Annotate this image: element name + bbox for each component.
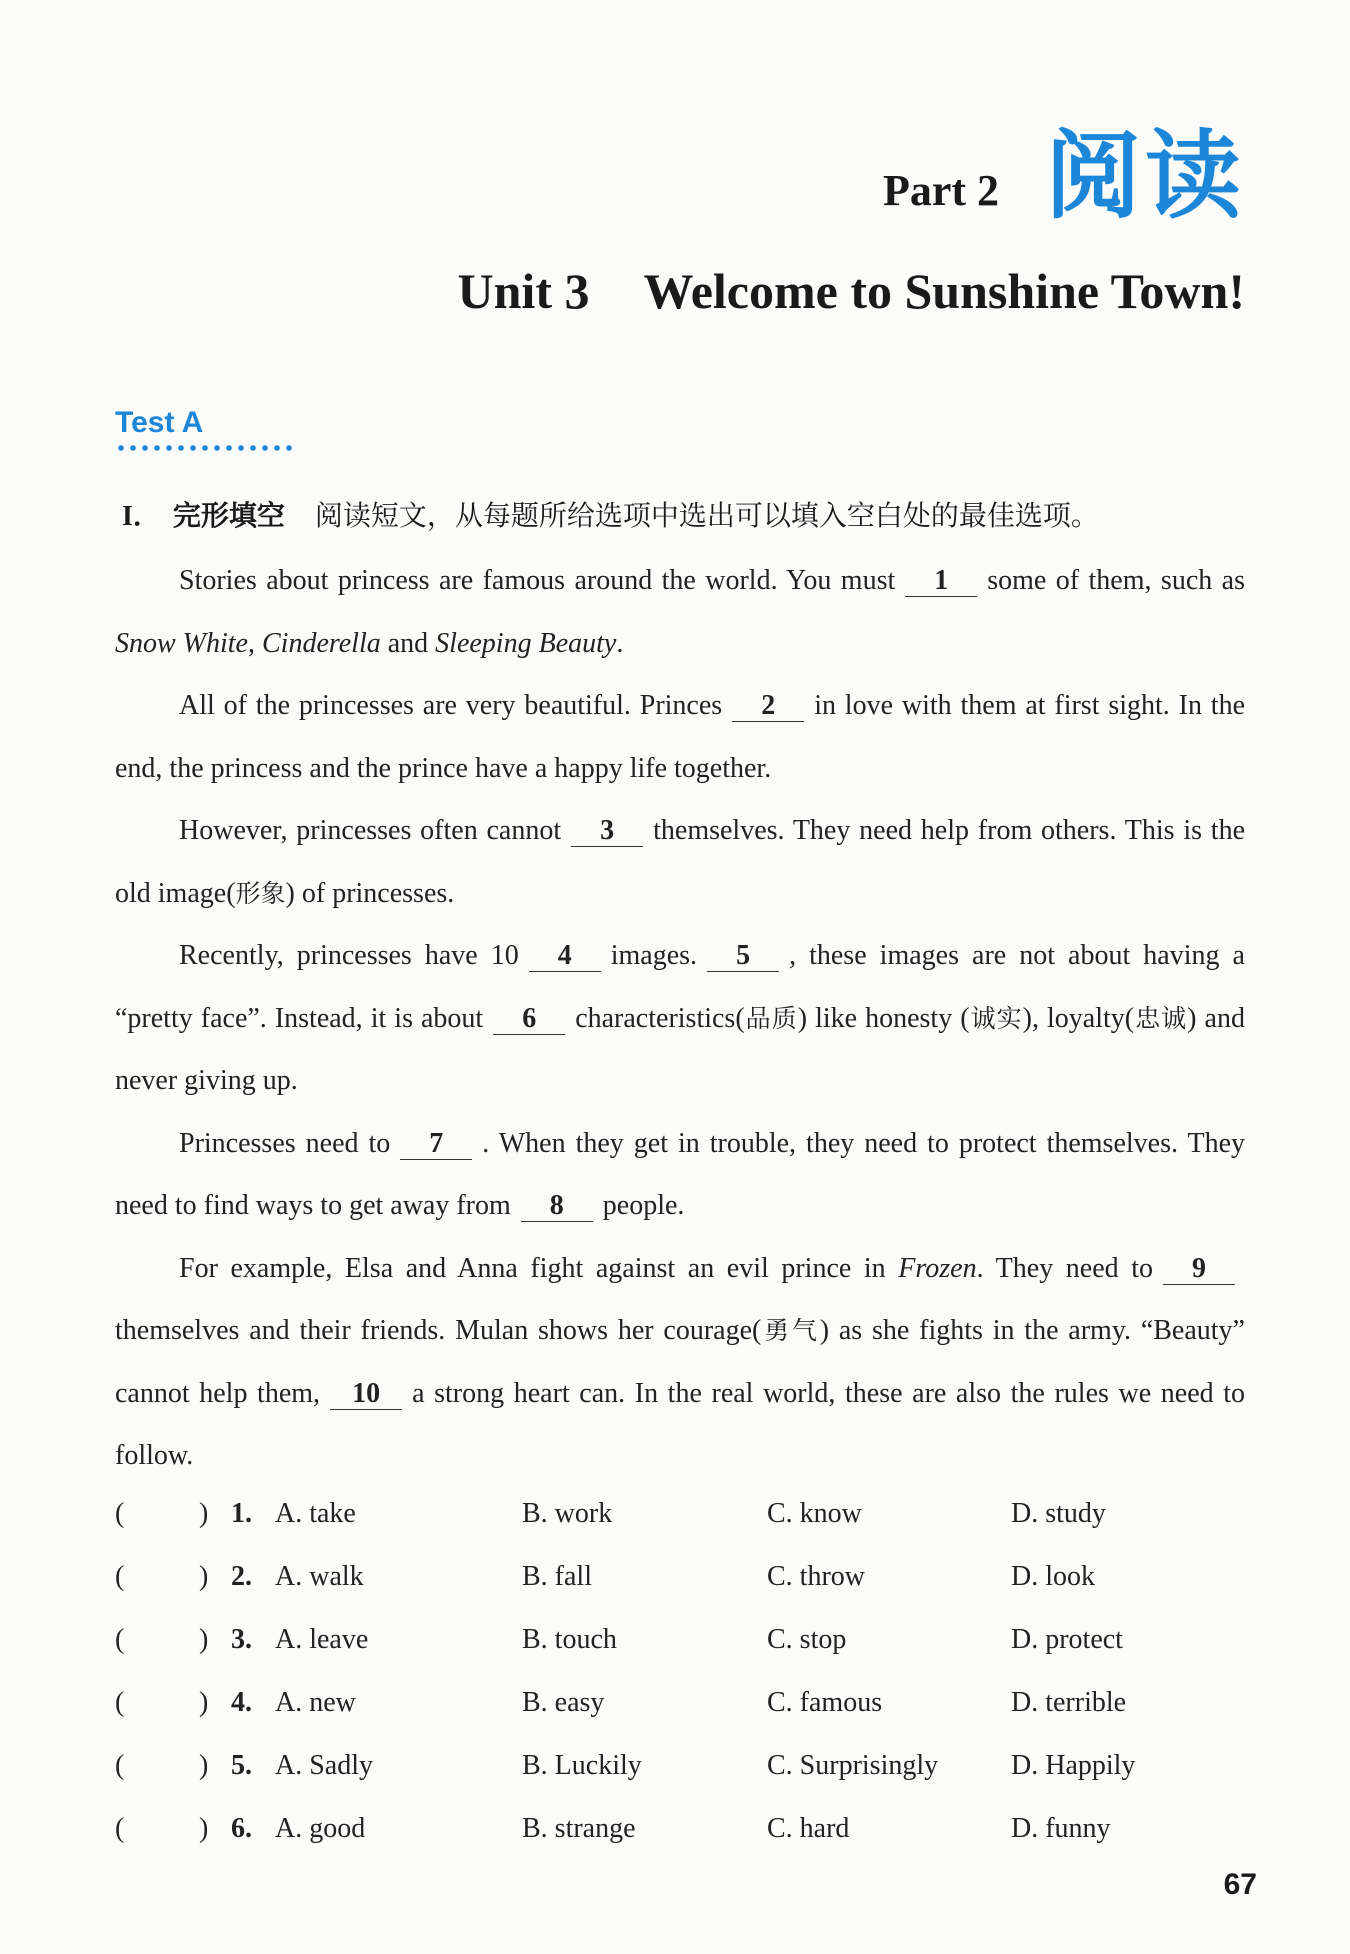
section-heading [122,494,1099,534]
chinese-gloss: 形象 [235,878,286,908]
option-a: A. leave [275,1623,369,1655]
chinese-gloss: 勇气 [761,1316,820,1345]
test-label: Test A [115,406,204,439]
option-c: C. throw [767,1560,865,1592]
text: Princesses need to [179,1127,391,1159]
blank-1: 1 [905,566,977,597]
answer-paren-open: ( [115,1749,125,1781]
section-number: I． [122,501,161,532]
question-row [115,1671,1245,1734]
option-c: C. stop [767,1623,847,1655]
text: Stories about princess are famous around the world. You must [179,565,896,596]
question-number: 6. [231,1812,252,1844]
question-number: 1. [231,1497,252,1529]
text: people. [602,1190,685,1221]
title-sleeping-beauty: Sleeping Beauty [435,627,617,659]
option-b: B. touch [522,1623,617,1655]
text: and [387,627,429,659]
paragraph-6 [115,1238,1245,1488]
blank-9: 9 [1163,1254,1235,1285]
title-frozen: Frozen [898,1252,977,1284]
option-d: D. funny [1011,1812,1111,1844]
option-b: B. Luckily [522,1749,642,1781]
answer-paren-open: ( [115,1812,125,1844]
option-c: C. know [767,1497,862,1529]
answer-paren-close: ) [199,1623,209,1655]
option-b: B. strange [522,1812,636,1844]
unit-number: Unit 3 [457,263,590,319]
page-number: 67 [1223,1868,1257,1901]
option-b: B. fall [522,1560,592,1592]
text: themselves. They need help from others. This is the old image( [115,815,1245,909]
text: , these images are not about having a “pretty face”. Instead, it is about [115,940,1245,1034]
option-d: D. terrible [1011,1686,1127,1718]
option-a: A. Sadly [275,1749,373,1781]
title-cinderella: Cinderella [262,627,381,659]
blank-7: 7 [400,1129,472,1160]
text: , [248,627,255,659]
answer-paren-open: ( [115,1560,125,1592]
blank-6: 6 [493,1004,565,1035]
section-type: 完形填空 [172,499,285,532]
answer-paren-close: ) [199,1812,209,1844]
blank-3: 3 [571,816,643,847]
paragraph-5 [115,1113,1245,1238]
text: ) and never giving up. [115,1002,1245,1096]
option-c: C. hard [767,1812,850,1844]
blank-2: 2 [732,691,804,722]
text: ) like honesty ( [797,1002,970,1034]
question-row [115,1482,1245,1545]
text: characteristics( [575,1002,745,1034]
paragraph-3 [115,800,1245,925]
option-c: C. Surprisingly [767,1749,939,1781]
question-row [115,1608,1245,1671]
text: All of the princesses are very beautiful. Princes [179,690,723,721]
option-a: A. walk [275,1560,364,1592]
option-d: D. protect [1011,1623,1123,1655]
answer-options [115,1482,1245,1860]
title-snow-white: Snow White [115,627,248,659]
text: . They need to [976,1252,1153,1284]
dotted-underline [115,444,295,452]
chinese-gloss: 诚实 [969,1003,1023,1033]
option-b: B. easy [522,1686,605,1718]
cloze-passage [115,550,1245,1488]
blank-10: 10 [330,1379,402,1410]
unit-name: Welcome to Sunshine Town! [643,263,1245,319]
text: However, princesses often cannot [179,815,562,846]
chinese-gloss: 品质 [744,1003,798,1033]
answer-paren-open: ( [115,1497,125,1529]
paragraph-1 [115,550,1245,675]
answer-paren-close: ) [199,1749,209,1781]
option-d: D. study [1011,1497,1106,1529]
text: . [616,627,624,659]
answer-paren-close: ) [199,1560,209,1592]
question-row [115,1797,1245,1860]
question-row [115,1734,1245,1797]
text: ) as she fights in the army. “Beauty” cannot help them, [115,1315,1245,1409]
text: For example, Elsa and Anna fight against an evil prince in [179,1252,886,1284]
text: some of them, such as [987,565,1245,596]
text: images. [610,940,698,971]
question-number: 5. [231,1749,252,1781]
text: ) of princesses. [285,877,455,909]
part-chinese-title: 阅读 [1045,120,1245,232]
blank-4: 4 [529,941,601,972]
option-d: D. Happily [1011,1749,1136,1781]
part-label: Part 2 [882,166,999,215]
paragraph-4 [115,925,1245,1113]
option-a: A. take [275,1497,356,1529]
text: Recently, princesses have 10 [179,940,519,971]
option-c: C. famous [767,1686,883,1718]
question-number: 2. [231,1560,252,1592]
paragraph-2 [115,675,1245,800]
answer-paren-close: ) [199,1497,209,1529]
blank-5: 5 [707,941,779,972]
option-b: B. work [522,1497,613,1529]
question-number: 4. [231,1686,252,1718]
chinese-gloss: 忠诚 [1134,1003,1188,1033]
text: . When they get in trouble, they need to protect themselves. They need to find ways to get away from [115,1127,1245,1221]
unit-title [458,262,1245,320]
option-a: A. new [275,1686,356,1718]
section-instruction: 阅读短文，从每题所给选项中选出可以填入空白处的最佳选项。 [314,499,1099,532]
part-header [882,120,1245,232]
question-number: 3. [231,1623,252,1655]
text: ), loyalty( [1022,1002,1135,1034]
text: in love with them at first sight. In the end, the princess and the prince have a happy life together. [115,690,1245,784]
text: a strong heart can. In the real world, these are also the rules we need to follow. [115,1377,1246,1471]
option-a: A. good [275,1812,366,1844]
answer-paren-close: ) [199,1686,209,1718]
option-d: D. look [1011,1560,1095,1592]
answer-paren-open: ( [115,1623,125,1655]
text: themselves and their friends. Mulan shows her courage( [115,1315,762,1346]
question-row [115,1545,1245,1608]
blank-8: 8 [521,1191,593,1222]
answer-paren-open: ( [115,1686,125,1718]
